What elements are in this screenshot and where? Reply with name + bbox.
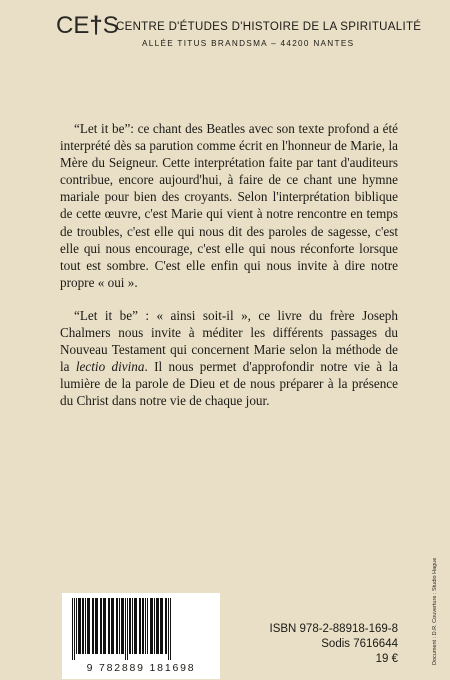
paragraph-1: “Let it be”: ce chant des Beatles avec son texte profond a été interprété dès sa parution comme écrit en l'honneur de Marie, la Mère du Seigneur. Cette interprétation faite par tant d'auditeurs contribue, encore aujourd'hui, à faire de ce chant une hymne mariale pour bien des croyants. Selon l'interprétation biblique de cette œuvre, c'est Marie qui vient à notre rencontre en temps de troubles, c'est elle qui nous dit des paroles de sagesse, c'est elle qui nous encourage, c'est elle qui nous réconforte lorsque tout est sombre. C'est elle enfin qui nous invite à dire notre propre « oui ».	[60, 121, 398, 290]
cover-credit: Document : D.R. Couverture : Studio Hague	[432, 557, 438, 665]
barcode-bar-31	[170, 598, 171, 660]
barcode	[62, 593, 220, 679]
logo-letter-s: S	[102, 12, 119, 39]
barcode-bar-25	[150, 598, 153, 654]
sodis-code: Sodis 7616644	[321, 638, 398, 650]
book-meta	[270, 622, 399, 667]
barcode-bars	[70, 598, 212, 660]
barcode-bar-4	[82, 598, 84, 654]
publisher-header	[56, 12, 436, 72]
org-name: CENTRE D'ÉTUDES D'HISTOIRE DE LA SPIRITUALITÉ	[116, 21, 422, 33]
barcode-bar-26	[154, 598, 155, 654]
barcode-bar-17	[127, 598, 128, 660]
barcode-bar-22	[142, 598, 144, 654]
barcode-bar-30	[168, 598, 169, 660]
barcode-bar-8	[95, 598, 98, 654]
logo-letters: CE	[56, 12, 90, 39]
barcode-bar-24	[147, 598, 148, 654]
org-address: ALLÉE TITUS BRANDSMA – 44200 NANTES	[142, 39, 355, 48]
logo-cross: †	[89, 12, 103, 39]
barcode-bar-6	[87, 598, 90, 654]
barcode-digits: 9 782889 181698	[86, 662, 196, 674]
barcode-bar-23	[145, 598, 146, 654]
barcode-bar-12	[111, 598, 114, 654]
isbn: ISBN 978-2-88918-169-8	[269, 623, 398, 635]
barcode-bar-21	[139, 598, 141, 654]
barcode-bar-3	[78, 598, 81, 654]
barcode-bar-19	[132, 598, 133, 654]
barcode-bar-7	[92, 598, 94, 654]
barcode-bar-5	[85, 598, 86, 654]
barcode-bar-16	[125, 598, 126, 660]
barcode-bar-1	[74, 598, 75, 660]
price: 19 €	[375, 653, 398, 665]
barcode-bar-27	[156, 598, 159, 654]
barcode-bar-29	[165, 598, 167, 654]
barcode-bar-14	[119, 598, 120, 654]
barcode-bar-15	[121, 598, 124, 654]
barcode-bar-11	[108, 598, 110, 654]
barcode-bar-2	[76, 598, 77, 654]
barcode-bar-0	[72, 598, 73, 660]
barcode-bar-20	[134, 598, 137, 654]
barcode-bar-9	[100, 598, 102, 654]
back-cover-text	[60, 120, 398, 426]
paragraph-2: “Let it be” : « ainsi soit-il », ce livre du frère Joseph Chalmers nous invite à méditer les différents passages du Nouveau Testament qui concernent Marie selon la méthode de la lectio divina. Il nous permet d'approfondir notre vie à la lumière de la parole de Dieu et de nous préparer à la présence du Christ dans notre vie de chaque jour.	[60, 307, 398, 409]
barcode-bar-10	[103, 598, 106, 654]
barcode-bar-28	[160, 598, 163, 654]
barcode-bar-13	[116, 598, 118, 654]
barcode-bar-18	[129, 598, 131, 654]
publisher-logo	[56, 12, 119, 40]
